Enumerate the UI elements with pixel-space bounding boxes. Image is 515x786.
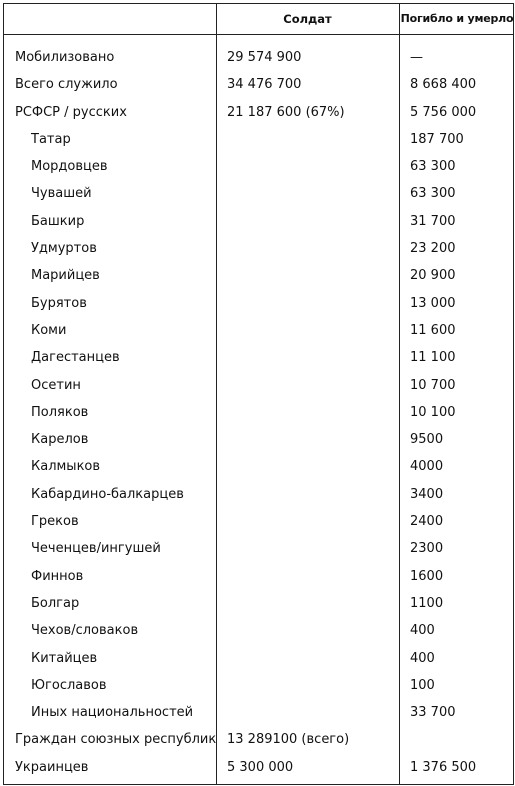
soldiers-cell: 13 289100 (всего)	[227, 732, 350, 748]
row-label: Иных национальностей	[31, 705, 194, 721]
table-row	[4, 153, 513, 180]
row-label: Марийцев	[31, 268, 100, 284]
soldiers-cell: 34 476 700	[227, 77, 302, 93]
row-label: Коми	[31, 322, 67, 338]
table-row	[4, 508, 513, 535]
table-row	[4, 754, 513, 781]
header-divider	[4, 34, 513, 35]
row-label: Греков	[31, 514, 79, 530]
table-row	[4, 126, 513, 153]
row-label: Бурятов	[31, 295, 87, 311]
row-label: Украинцев	[15, 759, 89, 775]
table-row	[4, 453, 513, 480]
row-label: Чувашей	[31, 186, 92, 202]
table-row	[4, 481, 513, 508]
row-label: Мордовцев	[31, 159, 108, 175]
row-label: Болгар	[31, 595, 80, 611]
table-row	[4, 99, 513, 126]
table-row	[4, 344, 513, 371]
losses-cell: 63 300	[410, 186, 456, 202]
soldiers-cell: 29 574 900	[227, 50, 302, 65]
losses-cell: 23 200	[410, 241, 456, 257]
losses-cell: 187 700	[410, 131, 464, 147]
losses-cell: 3400	[410, 486, 444, 502]
losses-cell: 4000	[410, 459, 444, 475]
row-label: Граждан союзных республик	[15, 732, 217, 748]
row-label: РСФСР / русских	[15, 104, 127, 120]
row-label: Чехов/словаков	[31, 623, 139, 639]
row-label: Югославов	[31, 677, 107, 693]
losses-cell: 10 100	[410, 404, 456, 420]
row-label: Татар	[31, 131, 71, 147]
losses-cell: 31 700	[410, 213, 456, 229]
table-row	[4, 372, 513, 399]
losses-cell: 33 700	[410, 705, 456, 721]
table-body	[4, 44, 513, 781]
table-row	[4, 590, 513, 617]
losses-cell: 11 100	[410, 350, 456, 366]
table-row	[4, 617, 513, 644]
losses-cell: 2400	[410, 514, 444, 530]
header-soldiers: Солдат	[283, 12, 332, 26]
table-row	[4, 235, 513, 262]
row-label: Калмыков	[31, 459, 101, 475]
row-label: Всего служило	[15, 77, 118, 93]
losses-cell: 2300	[410, 541, 444, 557]
table-row	[4, 535, 513, 562]
table-row	[4, 399, 513, 426]
losses-cell: 1 376 500	[410, 759, 477, 775]
row-label: Кабардино-балкарцев	[31, 486, 184, 502]
row-label: Удмуртов	[31, 241, 97, 257]
table-row	[4, 290, 513, 317]
losses-cell: 400	[410, 650, 435, 666]
losses-cell: 13 000	[410, 295, 456, 311]
row-label: Мобилизовано	[15, 50, 115, 65]
table-row	[4, 262, 513, 289]
table-row	[4, 672, 513, 699]
losses-cell: 63 300	[410, 159, 456, 175]
losses-cell: 8 668 400	[410, 77, 477, 93]
losses-cell: 1600	[410, 568, 444, 584]
losses-cell: 10 700	[410, 377, 456, 393]
losses-cell: 400	[410, 623, 435, 639]
losses-cell: 20 900	[410, 268, 456, 284]
row-label: Поляков	[31, 404, 89, 420]
row-label: Осетин	[31, 377, 81, 393]
soldiers-cell: 21 187 600 (67%)	[227, 104, 345, 120]
losses-cell: 1100	[410, 595, 444, 611]
table-row	[4, 317, 513, 344]
losses-cell: 5 756 000	[410, 104, 477, 120]
row-label: Дагестанцев	[31, 350, 120, 366]
row-label: Китайцев	[31, 650, 98, 666]
row-label: Башкир	[31, 213, 85, 229]
table-row	[4, 180, 513, 207]
header-losses: Погибло и умерло	[400, 12, 514, 25]
table-row	[4, 645, 513, 672]
data-table	[3, 3, 514, 785]
soldiers-cell: 5 300 000	[227, 759, 294, 775]
losses-cell: —	[410, 50, 423, 65]
table-row	[4, 426, 513, 453]
table-row	[4, 44, 513, 71]
losses-cell: 11 600	[410, 322, 456, 338]
table-row	[4, 71, 513, 98]
row-label: Карелов	[31, 432, 89, 448]
table-row	[4, 699, 513, 726]
losses-cell: 9500	[410, 432, 444, 448]
table-row	[4, 208, 513, 235]
losses-cell: 100	[410, 677, 435, 693]
row-label: Финнов	[31, 568, 84, 584]
table-row	[4, 563, 513, 590]
table-row	[4, 726, 513, 753]
row-label: Чеченцев/ингушей	[31, 541, 161, 557]
